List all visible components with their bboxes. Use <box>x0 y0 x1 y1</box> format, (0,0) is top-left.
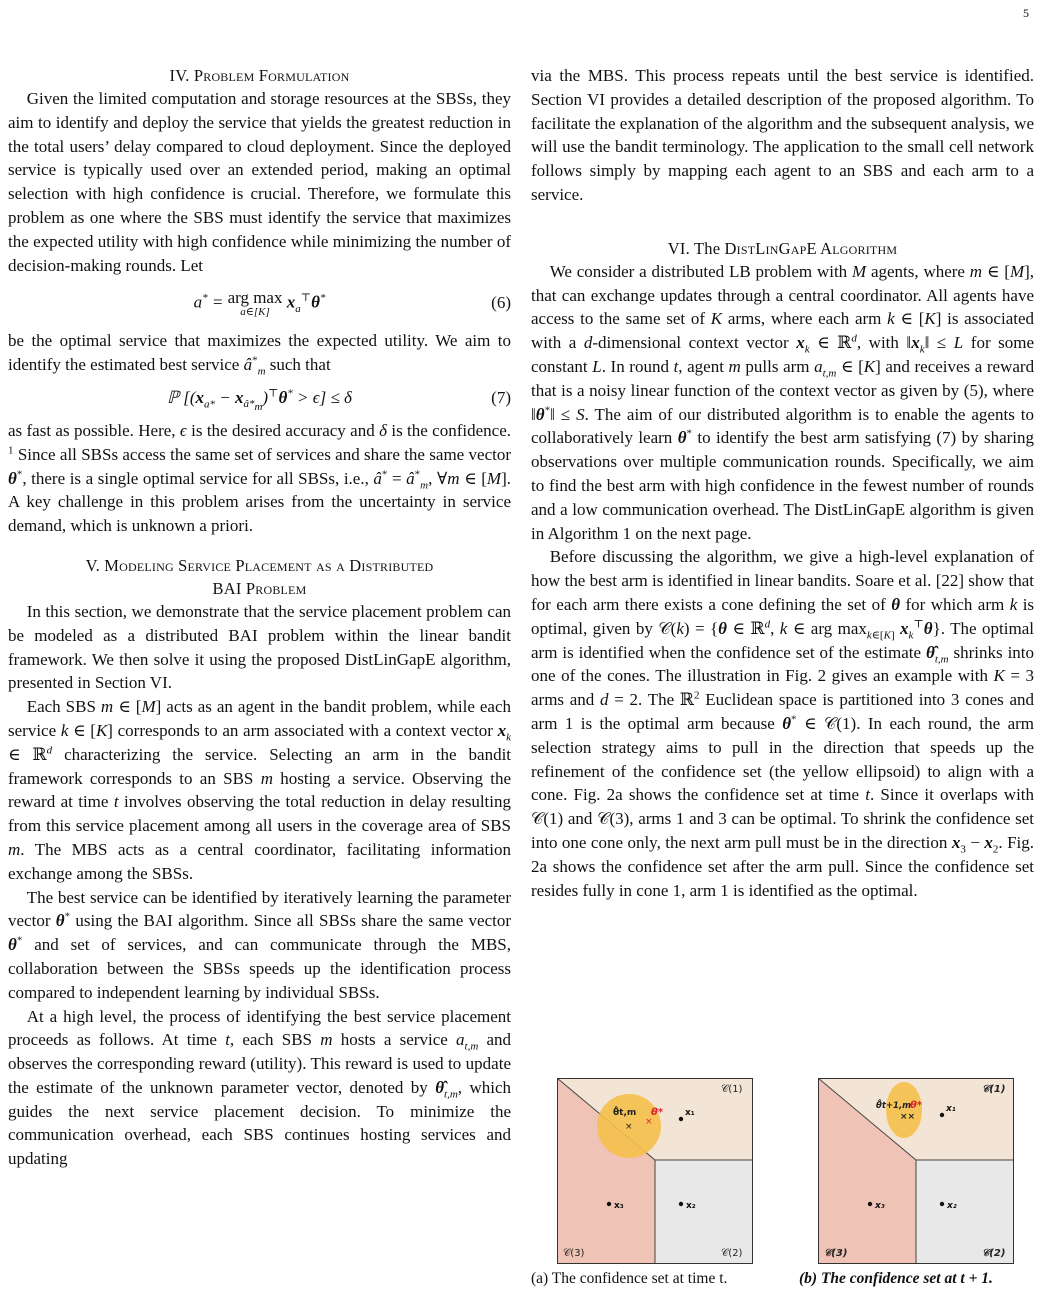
figure-2 <box>531 1078 1034 1300</box>
paragraph: be the optimal service that maximizes the expected utility. We aim to identify the estimated best service $â^*_m$ such that <box>8 331 511 378</box>
cone-3-label: 𝒞(3) <box>563 1248 585 1259</box>
paragraph: We consider a distributed LB problem with M agents, where m ∈ [M], that can exchange updates through a central coordinator. All agents have access to the same set of K arms, where each arm k ∈ [K] is associated with a d-dimensional context vector $x_k$ ∈ ℝ$^d$, with $‖x_k‖ \le L$ for some constant L. In round t, agent m pulls arm $a_{t,m}$ ∈ [K] and receives a reward that is a noisy linear function of the context vector as given by (5), where ‖θ*‖ ≤ S. The aim of our distributed algorithm is to enable the agents to collaboratively learn θ* to identify the best arm satisfying (7) by sharing observations over multiple communication rounds. Specifically, we aim to find the best arm with high confidence in the fewest number of rounds and a low communication overhead. The DistLinGapE algorithm is given in Algorithm 1 on the next page. <box>531 261 1035 543</box>
right-column <box>531 64 1034 902</box>
paragraph: The best service can be identified by iteratively learning the parameter vector θ* using the BAI algorithm. Since all SBSs share the same vector θ* and set of services, and can communicate through the MBS, collaboration between the SBSs speeds up the identification process compared to independent learning by individual SBSs. <box>8 887 512 1002</box>
x1-label: x₁ <box>685 1108 695 1118</box>
figure-panel-a <box>557 1078 753 1264</box>
paragraph: Given the limited computation and storage resources at the SBSs, they aim to identify and deploy the service that yields the greatest reduction in the total users’ delay compared to cloud deployment. Since the deployed service is typically used over an extended period, making an optimal selection with high confidence is crucial. Therefore, we formulate this problem as one where the SBS must identify the service that maximizes the expected utility with high confidence while minimizing the number of decision-making rounds. Let <box>8 89 511 275</box>
x2-label: x₂ <box>686 1201 696 1211</box>
svg-text:×: × <box>625 1122 633 1132</box>
equation-7: ℙ $[(x_{a*} - x_{â*_m})^⊤\theta^* > \epsilon] \le \delta$ (7) <box>167 387 511 414</box>
theta-star-label: θ* <box>651 1107 664 1118</box>
section-iv-title: IV. Problem Formulation <box>169 66 350 85</box>
cone-1-label: 𝒞(1) <box>721 1084 743 1095</box>
paragraph: In this section, we demonstrate that the service placement problem can be modeled as a distributed BAI problem within the linear bandit framework. We then solve it using the proposed DistLinGapE algorithm, presented in Section VI. <box>8 601 511 693</box>
x3-label: x₃ <box>614 1201 624 1211</box>
equation-6: a* = arg max a∈[K] $x_a^⊤\theta^*$ (6) <box>193 287 511 318</box>
theta-hat-label: θ̂t+1,m <box>876 1101 912 1111</box>
cone-3-label: 𝒞(3) <box>824 1248 848 1259</box>
equation-number: (7) <box>491 388 511 408</box>
svg-text:××: ×× <box>900 1112 916 1122</box>
cone-1-label: 𝒞(1) <box>982 1084 1006 1095</box>
paragraph: as fast as possible. Here, ϵ is the desired accuracy and δ is the confidence. $^1$ Since all SBSs access the same set of services and share the same vector θ*, there is a single optimal service for all SBSs, i.e., â* = $â^*_m$, ∀m ∈ [M]. A key challenge in this problem arises from the uncertainty in service demand, which is unknown a priori. <box>8 420 511 536</box>
page-number: 5 <box>1023 6 1029 20</box>
section-vi-title: VI. The DistLinGapE Algorithm <box>667 238 898 258</box>
section-v-title: V. Modeling Service Placement as a Distributed BAI Problem <box>85 555 434 598</box>
figure-caption-a: (a) The confidence set at time t. <box>531 1270 728 1287</box>
equation-number: (6) <box>491 293 511 313</box>
x3-label: x₃ <box>875 1201 885 1211</box>
x1-label: x₁ <box>946 1104 956 1114</box>
theta-hat-label: θ̂t,m <box>613 1108 637 1118</box>
paragraph: Each SBS m ∈ [M] acts as an agent in the bandit problem, while each service k ∈ [K] corresponds to an arm associated with a context vector $x_k$ ∈ ℝ$^d$ characterizing the service. Selecting an arm in the bandit framework corresponds to an SBS m hosting a service. Observing the reward at time t involves observing the total reduction in delay resulting from this service placement among all users in the coverage area of SBS m. The MBS acts as a central coordinator, facilitating information exchange among the SBSs. <box>8 697 512 883</box>
paragraph: via the MBS. This process repeats until the best service is identified. Section VI provides a detailed description of the proposed algorithm. To facilitate the explanation of the algorithm and the subsequent analysis, we will use the bandit terminology. The application to the small cell network follows simply by mapping each agent to an SBS and each arm to a service. <box>531 66 1034 204</box>
figure-caption-b: (b) The confidence set at t + 1. <box>799 1270 993 1287</box>
theta-star-label: θ* <box>910 1100 923 1111</box>
figure-panel-b <box>818 1078 1014 1264</box>
svg-text:×: × <box>645 1117 653 1127</box>
x2-label: x₂ <box>947 1201 957 1211</box>
cone-2-label: 𝒞(2) <box>982 1248 1006 1259</box>
cone-2-label: 𝒞(2) <box>721 1248 743 1259</box>
left-column <box>8 64 511 1171</box>
paragraph: Before discussing the algorithm, we give a high-level explanation of how the best arm is identified in linear bandits. Soare et al. [22] show that for each arm there exists a cone defining the set of θ for which arm k is optimal, given by 𝒞(k) = {θ ∈ ℝ$^d$, k ∈ arg $\max_{k\in[K]} x_k^⊤\theta$}. The optimal arm is identified when the confidence set of the estimate $\thetâ_{t,m}$ shrinks into one of the cones. The illustration in Fig. 2 gives an example with K = 3 arms and d = 2. The ℝ$^2$ Euclidean space is partitioned into 3 cones and arm 1 is the optimal arm because θ* ∈ 𝒞(1). In each round, the arm selection strategy aims to pull in the direction that speeds up the refinement of the confidence set (the yellow ellipsoid) to align with a cone. Fig. 2a shows the confidence set at time t. Since it overlaps with 𝒞(1) and 𝒞(3), arms 1 and 3 can be optimal. To shrink the confidence set into one cone only, the next arm pull must be in the direction $x_3 - x_2$. Fig. 2a shows the confidence set after the arm pull. Since the confidence set resides fully in cone 1, arm 1 is identified as the optimal. <box>531 547 1035 900</box>
paragraph: At a high level, the process of identifying the best service placement proceeds as follows. At time t, each SBS m hosts a service $a_{t,m}$ and observes the corresponding reward (utility). This reward is used to update the estimate of the unknown parameter vector, denoted by $\thetâ_{t,m}$, which guides the next service placement decision. To minimize the communication overhead, each SBS continues hosting services and updating <box>8 1006 512 1169</box>
